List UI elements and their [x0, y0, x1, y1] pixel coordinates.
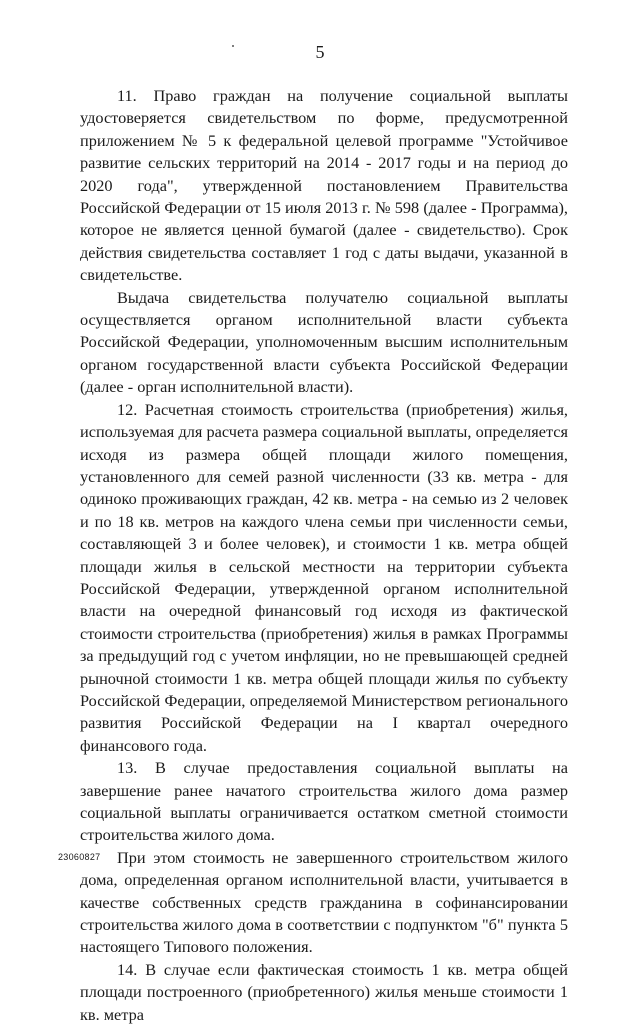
paragraph-item-11: 11. Право граждан на получение социальной выплаты удостоверяется свидетельством по форме, предусмотренной приложением № 5 к федеральной целевой программе "Устойчивое развитие сельских территорий на 2014 - 2017 годы и на период до 2020 года", утвержденной постановлением Правительства Российской Федерации от 15 июля 2013 г. № 598 (далее - Программа), которое не является ценной бумагой (далее - свидетельство). Срок действия свидетельства составляет 1 год с даты выдачи, указанной в свидетельстве.	[80, 86, 568, 285]
paragraph-item-12: 12. Расчетная стоимость строительства (приобретения) жилья, используемая для расчета размера социальной выплаты, определяется исходя из размера общей площади жилого помещения, установленного для семей разной численности (33 кв. метра - для одиноко проживающих граждан, 42 кв. метра - на семью из 2 человек и по 18 кв. метров на каждого члена семьи при численности семьи, составляющей 3 и более человек), и стоимости 1 кв. метра общей площади жилья в сельской местности на территории субъекта Российской Федерации, утвержденной органом исполнительной власти на очередной финансовый год исходя из фактической стоимости строительства (приобретения) жилья в рамках Программы за предыдущий год с учетом инфляции, но не превышающей средней рыночной стоимости 1 кв. метра общей площади жилья по субъекту Российской Федерации, определяемой Министерством регионального развития Российской Федерации на I квартал очередного финансового года.	[80, 399, 568, 755]
paragraph-item-13: 13. В случае предоставления социальной выплаты на завершение ранее начатого строительства жилого дома размер социальной выплаты ограничивается остатком сметной стоимости строительства жилого дома.	[80, 758, 568, 845]
paragraph-item-14: 14. В случае если фактическая стоимость 1 кв. метра общей площади построенного (приобретенного) жилья меньше стоимости 1 кв. метра	[80, 959, 568, 1024]
document-body	[80, 85, 568, 1026]
document-code: 23060827	[58, 852, 101, 862]
paragraph-certificate-issuance: Выдача свидетельства получателю социальной выплаты осуществляется органом исполнительной власти субъекта Российской Федерации, уполномоченным высшим исполнительным органом государственной власти субъекта Российской Федерации (далее - орган исполнительной власти).	[80, 287, 568, 397]
page-number: 5	[315, 42, 325, 62]
paragraph-unfinished-construction: При этом стоимость не завершенного строительством жилого дома, определенная органом исполнительной власти, учитывается в качестве собственных средств гражданина в софинансировании строительства жилого дома в соответствии с подпунктом "б" пункта 5 настоящего Типового положения.	[80, 847, 568, 957]
